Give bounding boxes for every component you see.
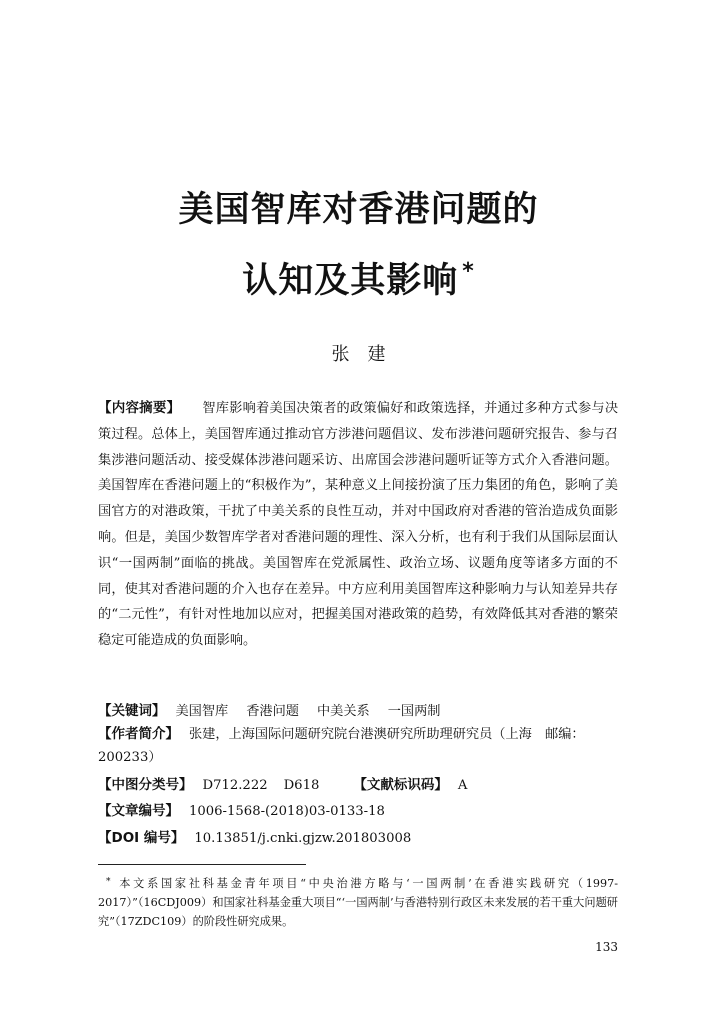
classification-label: 【中图分类号】	[98, 777, 193, 793]
article-number-value: 1006-1568-(2018)03-0133-18	[189, 804, 385, 819]
footnote-text: 本文系国家社科基金青年项目“中央治港方略与‘一国两制’在香港实践研究（1997-2017）”（16CDJ009）和国家社科基金重大项目“‘一国两制’与香港特别行政区未来发展的若干重大问题研究”（17ZDC109）的阶段性研究成果。	[98, 877, 618, 928]
keywords-label: 【关键词】	[98, 703, 166, 719]
doi-label: 【DOI 编号】	[98, 830, 185, 846]
article-number-label: 【文章编号】	[98, 803, 179, 819]
abstract-paragraph	[98, 396, 618, 654]
author-name: 张建	[331, 344, 404, 365]
title-line-2-text: 认知及其影响	[242, 261, 459, 301]
author-bio-line	[98, 723, 618, 769]
abstract-text: 智库影响着美国决策者的政策偏好和政策选择，并通过多种方式参与决策过程。总体上，美国智库通过推动官方涉港问题倡议、发布涉港问题研究报告、参与召集涉港问题活动、接受媒体涉港问题采访、出席国会涉港问题听证等方式介入香港问题。美国智库在香港问题上的“积极作为”，某种意义上间接扮演了压力集团的角色，影响了美国官方的对港政策，干扰了中美关系的良性互动，并对中国政府对香港的管治造成负面影响。但是，美国少数智库学者对香港问题的理性、深入分析，也有利于我们从国际层面认识“一国两制”面临的挑战。美国智库在党派属性、政治立场、议题角度等诸多方面的不同，使其对香港问题的介入也存在差异。中方应利用美国智库这种影响力与认知差异共存的“二元性”，有针对性地加以应对，把握美国对港政策的趋势，有效降低其对香港的繁荣稳定可能造成的负面影响。	[98, 401, 619, 649]
keyword-item: 美国智库	[175, 704, 229, 719]
page-number: 133	[595, 940, 618, 954]
title-footnote-mark: *	[462, 259, 475, 284]
classification-code-2: D618	[283, 778, 320, 793]
document-code-value: A	[457, 778, 468, 793]
keyword-item: 一国两制	[387, 704, 441, 719]
doi-line	[98, 826, 618, 851]
title-line-2	[0, 252, 717, 301]
article-number-line	[98, 799, 618, 824]
author-bio-text: 张建，上海国际问题研究院台港澳研究所助理研究员（上海 邮编：200233）	[98, 727, 585, 765]
document-code-label: 【文献标识码】	[353, 777, 448, 793]
footnote	[98, 873, 618, 931]
footnote-mark: *	[106, 877, 111, 887]
title-line-1: 美国智库对香港问题的	[178, 190, 539, 230]
classification-line	[98, 773, 618, 798]
doi-value: 10.13851/j.cnki.gjzw.201803008	[194, 831, 412, 846]
keyword-item: 香港问题	[246, 704, 299, 719]
keywords-line	[98, 699, 618, 724]
classification-code-1: D712.222	[202, 778, 268, 793]
author-bio-label: 【作者简介】	[98, 726, 179, 742]
footnote-divider	[98, 864, 306, 865]
abstract-label: 【内容摘要】	[98, 400, 181, 416]
keyword-item: 中美关系	[317, 704, 370, 719]
